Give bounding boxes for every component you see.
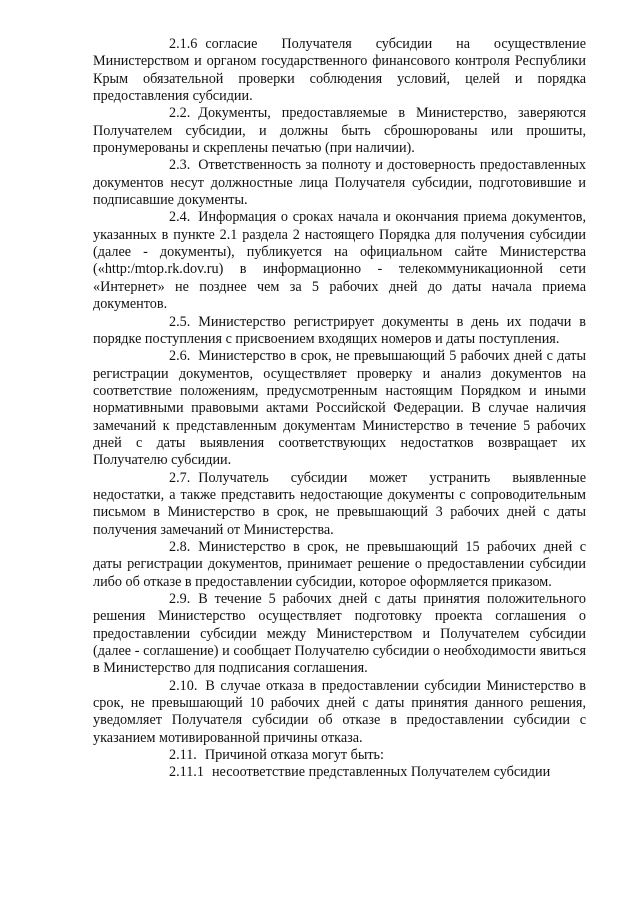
paragraph-text: Документы, предоставляемые в Министерство, заверяются Получателем субсидии, и должны быть сброшюрованы или прошиты, пронумерованы и скреплены печатью (при наличии). (93, 105, 586, 157)
paragraph-number: 2.11. (169, 747, 197, 764)
paragraph-number: 2.10. (169, 677, 198, 694)
paragraph-number: 2.6. (169, 348, 191, 365)
paragraph-number: 2.9. (169, 591, 191, 607)
paragraph-text: Министерство регистрирует документы в день их подачи в порядке поступления с присвоением входящих номеров и даты поступления. (93, 313, 586, 347)
paragraph-2-9 (93, 591, 586, 678)
paragraph-2-3 (93, 157, 586, 209)
paragraph-2-6 (93, 348, 586, 469)
paragraph-2-10 (93, 678, 586, 747)
paragraph-2-11-1 (93, 764, 586, 781)
paragraph-number: 2.2. (169, 105, 191, 122)
paragraph-number: 2.3. (169, 157, 191, 174)
paragraph-text: согласие Получателя субсидии на осуществление Министерством и органом государственного финансового контроля Республики Крым обязательной проверки соблюдения условий, целей и порядка предоставления субсидии. (93, 36, 586, 105)
document-page (93, 36, 586, 782)
paragraph-text: Министерство в срок, не превышающий 5 рабочих дней с даты регистрации документов, осуществляет проверку и анализ документов на соответствие положениям, предусмотренным настоящим Порядком и иными нормативными правовыми актами Российской Федерации. В случае наличия замечаний к представленным документам Министерство в течение 5 рабочих дней с даты выявления соответствующих недостатков возвращает их Получателю субсидии. (93, 348, 586, 469)
paragraph-2-7 (93, 470, 586, 539)
paragraph-text: Ответственность за полноту и достоверность предоставленных документов несут должностные лица Получателя субсидии, подготовившие и подписавшие документы. (93, 157, 586, 209)
paragraph-2-5 (93, 314, 586, 349)
paragraph-text: Получатель субсидии может устранить выявленные недостатки, а также представить недостающие документы с сопроводительным письмом в Министерство в срок, не превышающий 3 рабочих дней с даты получения замечаний от Министерства. (93, 469, 586, 538)
paragraph-text: Министерство в срок, не превышающий 15 рабочих дней с даты регистрации документов, принимает решение о предоставлении субсидии либо об отказе в предоставлении субсидии, которое оформляется приказом. (93, 538, 586, 590)
paragraph-number: 2.4. (169, 209, 191, 226)
paragraph-text: В течение 5 рабочих дней с даты принятия положительного решения Министерство осуществляет подготовку проекта соглашения о предоставлении субсидии между Министерством и Получателем субсидии (далее - соглашение) и сообщает Получателю субсидии о необходимости явиться в Министерство для подписания соглашения. (93, 591, 586, 677)
paragraph-number: 2.7. (169, 469, 191, 486)
paragraph-2-4 (93, 209, 586, 313)
paragraph-2-1-6 (93, 36, 586, 105)
paragraph-text: Информация о сроках начала и окончания приема документов, указанных в пункте 2.1 раздела 2 настоящего Порядка для получения субсидии (далее - документы), публикуется на официальном сайте Министерства («http:/mtop.rk.dov.ru) в информационно - телекоммуникационной сети «Интернет» не позднее чем за 5 рабочих дней до даты начала приема документов. (93, 209, 586, 313)
paragraph-number: 2.11.1 (169, 764, 204, 781)
paragraph-number: 2.5. (169, 313, 191, 330)
paragraph-number: 2.1.6 (169, 36, 198, 52)
paragraph-text: Причиной отказа могут быть: (204, 747, 384, 764)
paragraph-text: несоответствие представленных Получателем субсидии (211, 764, 551, 781)
paragraph-2-11 (93, 747, 586, 764)
paragraph-2-2 (93, 105, 586, 157)
paragraph-2-8 (93, 539, 586, 591)
paragraph-text: В случае отказа в предоставлении субсидии Министерство в срок, не превышающий 10 рабочих дней с даты принятия данного решения, уведомляет Получателя субсидии об отказе в предоставлении субсидии с указанием мотивированной причины отказа. (93, 677, 586, 746)
paragraph-number: 2.8. (169, 538, 191, 555)
